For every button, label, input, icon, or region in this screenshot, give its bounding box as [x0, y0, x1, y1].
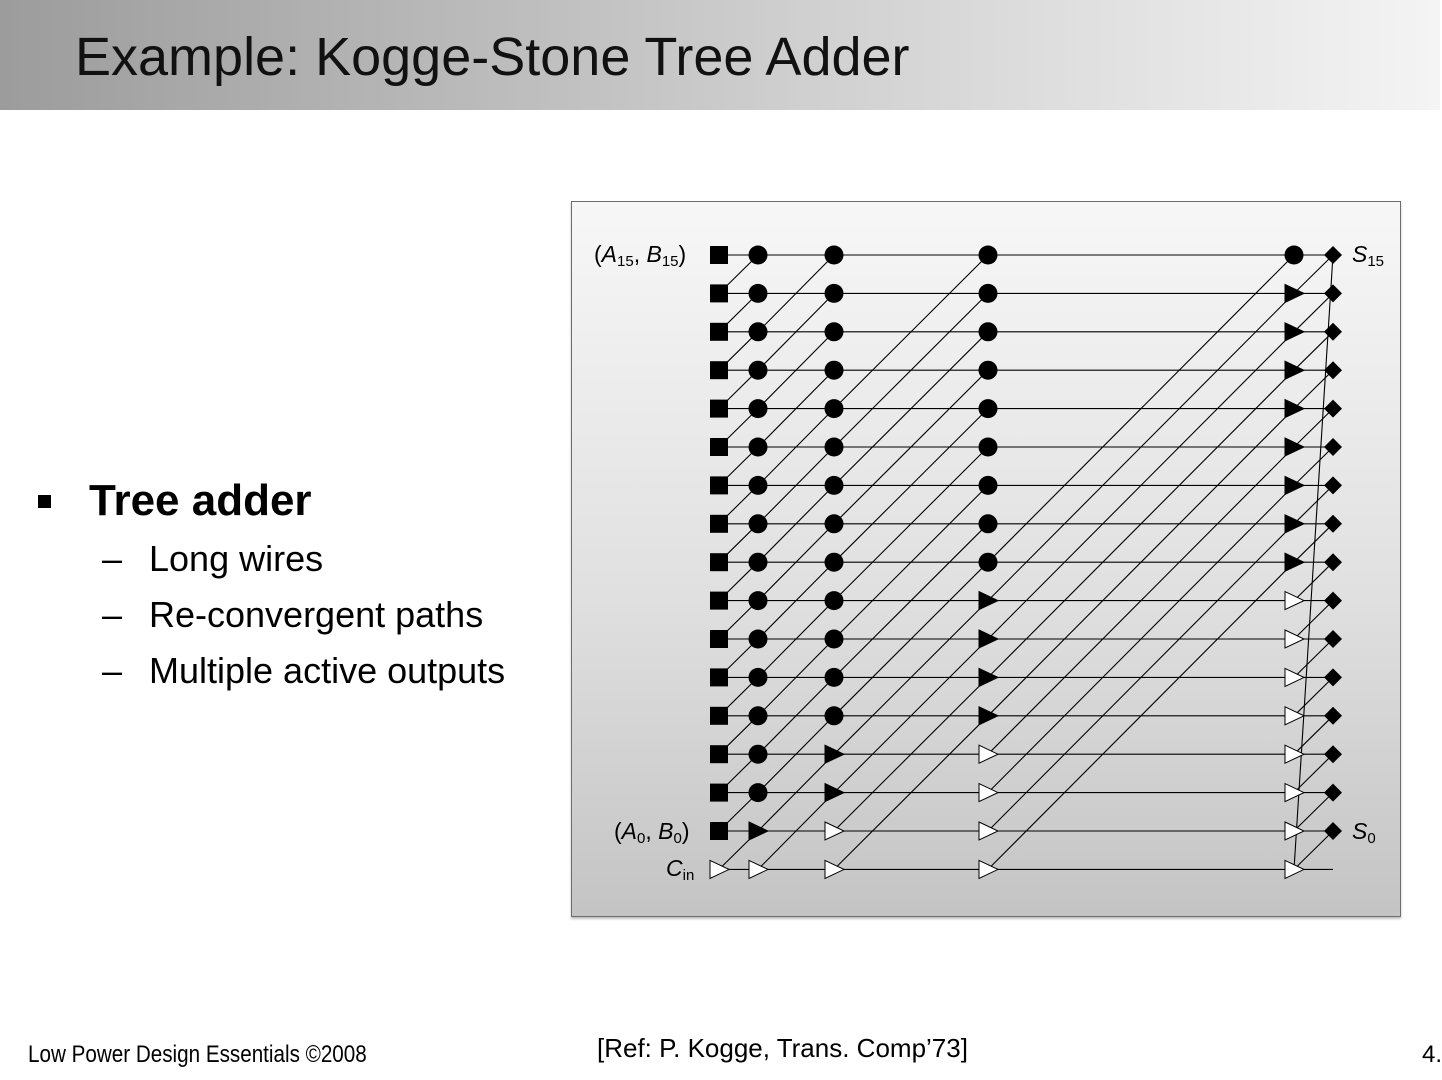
sub-item — [102, 648, 505, 694]
black-cell-circle-icon — [825, 246, 844, 265]
wire — [1294, 409, 1333, 447]
sub-item-text: Long wires — [149, 538, 324, 579]
input-square-icon — [710, 400, 728, 418]
footer-copyright: Low Power Design Essentials ©2008 — [28, 1041, 367, 1068]
filled-triangle-icon — [825, 745, 844, 763]
black-cell-circle-icon — [1285, 246, 1304, 265]
open-triangle-icon — [979, 784, 998, 802]
adder-network — [572, 202, 1400, 916]
black-cell-circle-icon — [979, 246, 998, 265]
open-triangle-icon — [825, 822, 844, 840]
wire — [1294, 677, 1333, 715]
open-triangle-icon — [979, 822, 998, 840]
sub-item-text: Re-convergent paths — [149, 594, 484, 635]
page-number: 4. — [1422, 1041, 1442, 1068]
wire — [1294, 293, 1333, 331]
wire — [1294, 831, 1333, 869]
input-square-icon — [710, 668, 728, 686]
square-bullet-icon — [38, 495, 51, 508]
filled-triangle-icon — [825, 784, 844, 802]
bullet-list — [32, 476, 505, 694]
black-cell-circle-icon — [825, 438, 844, 457]
filled-triangle-icon — [979, 707, 998, 725]
black-cell-circle-icon — [979, 361, 998, 380]
black-cell-circle-icon — [825, 514, 844, 533]
bottom-output-label: $S_0$ — [1352, 818, 1376, 847]
input-square-icon — [710, 438, 728, 456]
sub-item — [102, 592, 505, 638]
wire — [1294, 485, 1333, 523]
wire — [1294, 716, 1333, 754]
black-cell-circle-icon — [749, 783, 768, 802]
input-square-icon — [710, 476, 728, 494]
input-square-icon — [710, 630, 728, 648]
input-square-icon — [710, 553, 728, 571]
wire — [1294, 601, 1333, 639]
black-cell-circle-icon — [979, 399, 998, 418]
black-cell-circle-icon — [825, 361, 844, 380]
black-cell-circle-icon — [749, 438, 768, 457]
open-triangle-icon — [825, 860, 844, 878]
black-cell-circle-icon — [979, 514, 998, 533]
black-cell-circle-icon — [979, 322, 998, 341]
black-cell-circle-icon — [749, 630, 768, 649]
black-cell-circle-icon — [825, 476, 844, 495]
dash-icon: – — [102, 538, 123, 579]
input-square-icon — [710, 284, 728, 302]
black-cell-circle-icon — [825, 284, 844, 303]
open-triangle-icon — [979, 745, 998, 763]
black-cell-circle-icon — [749, 361, 768, 380]
input-square-icon — [710, 745, 728, 763]
black-cell-circle-icon — [749, 476, 768, 495]
wires — [719, 255, 1333, 869]
title-bar — [0, 0, 1440, 110]
top-input-label: ($A_{15}$, $B_{15}$) — [594, 241, 687, 270]
input-square-icon — [710, 592, 728, 610]
filled-triangle-icon — [979, 668, 998, 686]
input-square-icon — [710, 784, 728, 802]
black-cell-circle-icon — [749, 706, 768, 725]
black-cell-circle-icon — [979, 553, 998, 572]
bullet-text: Tree adder — [89, 476, 312, 525]
dash-icon: – — [102, 650, 123, 691]
black-cell-circle-icon — [825, 706, 844, 725]
filled-triangle-icon — [749, 822, 768, 840]
carry-in-label: $C_{in}$ — [666, 855, 695, 884]
black-cell-circle-icon — [749, 246, 768, 265]
wire — [1294, 639, 1333, 677]
input-square-icon — [710, 707, 728, 725]
black-cell-circle-icon — [749, 553, 768, 572]
black-cell-circle-icon — [979, 438, 998, 457]
dash-icon: – — [102, 594, 123, 635]
open-triangle-icon — [749, 860, 768, 878]
black-cell-circle-icon — [749, 284, 768, 303]
black-cell-circle-icon — [749, 514, 768, 533]
black-cell-circle-icon — [749, 745, 768, 764]
wire — [1294, 370, 1333, 408]
black-cell-circle-icon — [825, 668, 844, 687]
bottom-input-label: ($A_0$, $B_0$) — [614, 818, 690, 847]
black-cell-circle-icon — [979, 284, 998, 303]
top-output-label: $S_{15}$ — [1352, 241, 1385, 270]
black-cell-circle-icon — [749, 668, 768, 687]
wire — [1294, 447, 1333, 485]
input-square-icon — [710, 361, 728, 379]
black-cell-circle-icon — [749, 322, 768, 341]
black-cell-circle-icon — [749, 399, 768, 418]
black-cell-circle-icon — [825, 630, 844, 649]
black-cell-circle-icon — [825, 399, 844, 418]
sub-item — [102, 536, 505, 582]
kogge-stone-diagram — [571, 201, 1401, 917]
bullet-item — [32, 476, 505, 526]
black-cell-circle-icon — [825, 322, 844, 341]
slide-title: Example: Kogge-Stone Tree Adder — [75, 27, 910, 87]
filled-triangle-icon — [979, 630, 998, 648]
footer-reference: [Ref: P. Kogge, Trans. Comp’73] — [597, 1033, 968, 1063]
black-cell-circle-icon — [749, 591, 768, 610]
filled-triangle-icon — [979, 592, 998, 610]
black-cell-circle-icon — [825, 553, 844, 572]
black-cell-circle-icon — [825, 591, 844, 610]
input-square-icon — [710, 323, 728, 341]
input-square-icon — [710, 515, 728, 533]
input-square-icon — [710, 246, 728, 264]
sub-item-text: Multiple active outputs — [149, 650, 506, 691]
input-square-icon — [710, 822, 728, 840]
open-triangle-icon — [979, 860, 998, 878]
wire — [1294, 793, 1333, 831]
black-cell-circle-icon — [979, 476, 998, 495]
